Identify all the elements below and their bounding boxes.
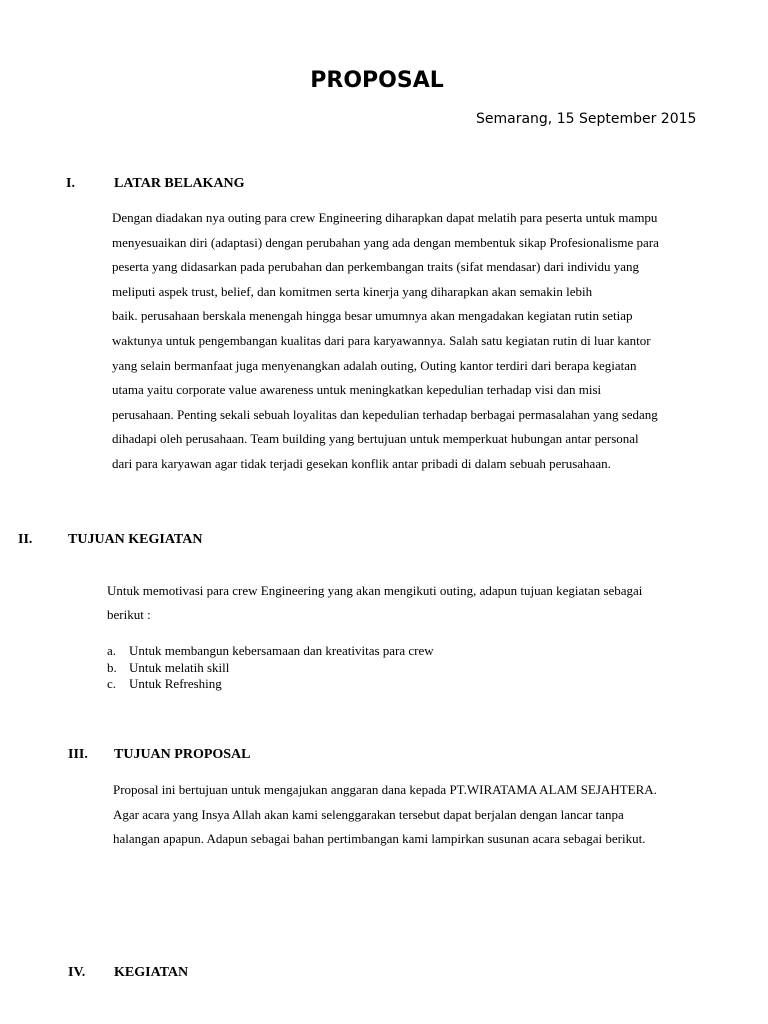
section-3-number: III.	[68, 747, 88, 762]
section-3-paragraph	[113, 778, 657, 852]
list-item	[107, 660, 434, 677]
paragraph-line: peserta yang didasarkan pada perubahan dan perkembangan traits (sifat mendasar) dari individu yang	[112, 259, 640, 275]
list-item-text: Untuk Refreshing	[129, 676, 222, 691]
section-2-number: II.	[18, 532, 33, 547]
section-1-number: I.	[66, 176, 75, 191]
paragraph-line: waktunya untuk pengembangan kualitas dari para karyawannya. Salah satu kegiatan rutin di luar kantor	[112, 332, 651, 348]
section-1-paragraph	[112, 206, 659, 477]
list-marker: c.	[107, 676, 117, 691]
paragraph-line: yang selain bermanfaat juga menyenangkan adalah outing, Outing kantor terdiri dari berapa kegiatan	[112, 357, 637, 373]
list-item	[107, 676, 434, 693]
paragraph-line: perusahaan. Penting sekali sebuah loyalitas dan kepedulian terhadap berbagai permasalahan yang sedang	[112, 406, 658, 422]
section-1-heading: LATAR BELAKANG	[114, 176, 245, 191]
section-2-heading: TUJUAN KEGIATAN	[68, 532, 203, 547]
paragraph-line: Dengan diadakan nya outing para crew Engineering diharapkan dapat melatih para peserta untuk mampu	[112, 210, 658, 225]
document-title: PROPOSAL	[310, 68, 444, 93]
paragraph-line: Proposal ini bertujuan untuk mengajukan anggaran dana kepada PT.WIRATAMA ALAM SEJAHTERA.	[113, 782, 657, 797]
list-item-text: Untuk membangun kebersamaan dan kreativitas para crew	[129, 643, 434, 658]
section-4-number: IV.	[68, 965, 86, 980]
paragraph-line: Untuk memotivasi para crew Engineering yang akan mengikuti outing, adapun tujuan kegiatan sebagai	[107, 583, 643, 598]
paragraph-line: dari para karyawan agar tidak terjadi gesekan konflik antar pribadi di dalam sebuah perusahaan.	[112, 455, 611, 471]
list-item	[107, 643, 434, 660]
paragraph-line: dihadapi oleh perusahaan. Team building yang bertujuan untuk memperkuat hubungan antar personal	[112, 431, 639, 447]
list-item-text: Untuk melatih skill	[129, 659, 230, 675]
paragraph-line: baik. perusahaan berskala menengah hingga besar umumnya akan mengadakan kegiatan rutin setiap	[112, 308, 633, 324]
paragraph-line: Agar acara yang Insya Allah akan kami selenggarakan tersebut dapat berjalan dengan lancar tanpa	[113, 806, 624, 822]
list-marker: a.	[107, 643, 117, 658]
paragraph-line: meliputi aspek trust, belief, dan komitmen serta kinerja yang diharapkan akan semakin lebih	[112, 283, 593, 299]
section-4-heading: KEGIATAN	[114, 965, 189, 980]
paragraph-line: halangan apapun. Adapun sebagai bahan pertimbangan kami lampirkan susunan acara sebagai berikut.	[113, 831, 646, 846]
paragraph-line: menyesuaikan diri (adaptasi) dengan perubahan yang ada dengan membentuk sikap Profesionalisme para	[112, 234, 659, 250]
list-marker: b.	[107, 659, 117, 675]
paragraph-line: berikut :	[107, 607, 151, 622]
section-2-paragraph	[107, 579, 642, 627]
section-2-list	[107, 643, 434, 693]
section-3-heading: TUJUAN PROPOSAL	[114, 747, 251, 762]
date-line: Semarang, 15 September 2015	[476, 111, 697, 127]
paragraph-line: utama yaitu corporate value awareness untuk meningkatkan kepedulian terhadap visi dan misi	[112, 382, 602, 398]
